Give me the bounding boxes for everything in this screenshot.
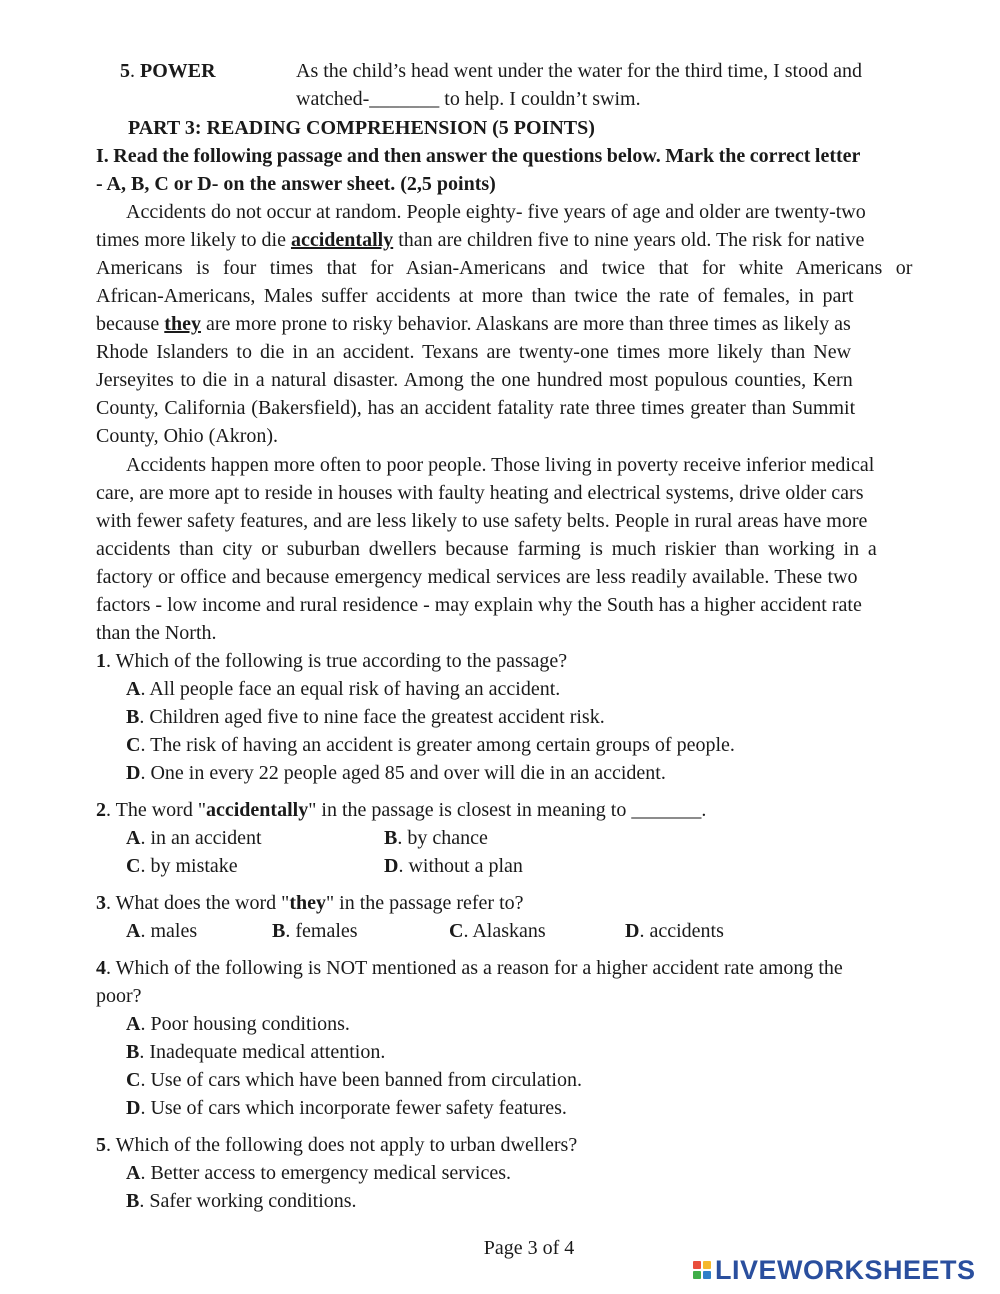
q1-option-c[interactable]: C. The risk of having an accident is greater among certain groups of people. xyxy=(126,734,735,756)
passage-p2-line1: Accidents happen more often to poor people. Those living in poverty receive inferior medical xyxy=(126,454,875,476)
question-1: 1. Which of the following is true according to the passage? xyxy=(96,650,568,672)
item5-sentence-line2: watched-_______ to help. I couldn’t swim. xyxy=(296,88,641,110)
question-2: 2. The word "accidentally" in the passage is closest in meaning to _______. xyxy=(96,799,707,821)
passage-p2-line4: accidents than city or suburban dwellers because farming is much riskier than working in a xyxy=(96,538,877,560)
passage-p1-line2 xyxy=(96,226,864,254)
liveworksheets-logo[interactable] xyxy=(693,1256,976,1284)
logo-icon xyxy=(693,1261,711,1279)
q3-option-c[interactable]: C. Alaskans xyxy=(449,920,546,942)
passage-p1-line5 xyxy=(96,310,851,338)
q2-option-b[interactable]: B. by chance xyxy=(384,827,488,849)
q2-option-a[interactable]: A. in an accident xyxy=(126,827,262,849)
keyword-they: they xyxy=(164,313,201,335)
passage-text: Accidents do not occur at random. People eighty- five years of age and older are twenty-two xyxy=(126,201,866,223)
q5-option-b[interactable]: B. Safer working conditions. xyxy=(126,1190,357,1212)
item5-label: 5. POWER xyxy=(120,60,216,82)
q3-option-a[interactable]: A. males xyxy=(126,920,198,942)
question-4: 4. Which of the following is NOT mentioned as a reason for a higher accident rate among the xyxy=(96,957,843,979)
q1-option-d[interactable]: D. One in every 22 people aged 85 and over will die in an accident. xyxy=(126,762,666,784)
passage-p2-line7: than the North. xyxy=(96,622,217,644)
q1-option-a[interactable]: A. All people face an equal risk of having an accident. xyxy=(126,678,561,700)
passage-text: because xyxy=(96,313,160,335)
logo-text: LIVEWORKSHEETS xyxy=(715,1254,976,1285)
q4-option-c[interactable]: C. Use of cars which have been banned from circulation. xyxy=(126,1069,582,1091)
instruction-text: I. Read the following passage and then answer the questions below. Mark the correct letter xyxy=(96,145,861,167)
q3-option-b[interactable]: B. females xyxy=(272,920,358,942)
page-number: Page 3 of 4 xyxy=(483,1237,575,1259)
passage-p1-line4: African-Americans, Males suffer accidents at more than twice the rate of females, in part xyxy=(96,285,854,307)
item5-sentence-line1: As the child’s head went under the water for the third time, I stood and xyxy=(296,60,862,82)
question-3: 3. What does the word "they" in the passage refer to? xyxy=(96,892,524,914)
question-5: 5. Which of the following does not apply to urban dwellers? xyxy=(96,1134,578,1156)
passage-text: are more prone to risky behavior. Alaskans are more than three times as likely as xyxy=(205,313,851,335)
instruction-line1 xyxy=(96,142,921,170)
passage-p1-line8: County, California (Bakersfield), has an accident fatality rate three times greater than Summit xyxy=(96,397,856,419)
q4-option-a[interactable]: A. Poor housing conditions. xyxy=(126,1013,350,1035)
q2-option-c[interactable]: C. by mistake xyxy=(126,855,238,877)
q4-option-b[interactable]: B. Inadequate medical attention. xyxy=(126,1041,386,1063)
passage-p1-line7: Jerseyites to die in a natural disaster. Among the one hundred most populous counties, Kern xyxy=(96,369,853,391)
passage-text: times more likely to die xyxy=(96,229,286,251)
keyword-accidentally: accidentally xyxy=(290,229,394,251)
q1-option-b[interactable]: B. Children aged five to nine face the greatest accident risk. xyxy=(126,706,605,728)
passage-p2-line5: factory or office and because emergency medical services are less readily available. These two xyxy=(96,566,858,588)
passage-p1-line3: Americans is four times that for Asian-Americans and twice that for white Americans or xyxy=(96,257,913,279)
passage-p2-line6: factors - low income and rural residence - may explain why the South has a higher accident rate xyxy=(96,594,862,616)
passage-p1-line6: Rhode Islanders to die in an accident. Texans are twenty-one times more likely than New xyxy=(96,341,852,363)
passage-p1-line9: County, Ohio (Akron). xyxy=(96,425,279,447)
part3-heading: PART 3: READING COMPREHENSION (5 POINTS) xyxy=(128,117,595,139)
passage-p2-line3: with fewer safety features, and are less likely to use safety belts. People in rural areas have more xyxy=(96,510,868,532)
question-4-cont: poor? xyxy=(96,985,142,1007)
instruction-line2: - A, B, C or D- on the answer sheet. (2,5 points) xyxy=(96,173,496,195)
q5-option-a[interactable]: A. Better access to emergency medical services. xyxy=(126,1162,512,1184)
passage-p1-line1 xyxy=(126,198,921,226)
q3-option-d[interactable]: D. accidents xyxy=(625,920,724,942)
passage-p2-line2: care, are more apt to reside in houses with faulty heating and electrical systems, drive older cars xyxy=(96,482,864,504)
q4-option-d[interactable]: D. Use of cars which incorporate fewer safety features. xyxy=(126,1097,567,1119)
passage-text: than are children five to nine years old. The risk for native xyxy=(398,229,865,251)
q2-option-d[interactable]: D. without a plan xyxy=(384,855,523,877)
